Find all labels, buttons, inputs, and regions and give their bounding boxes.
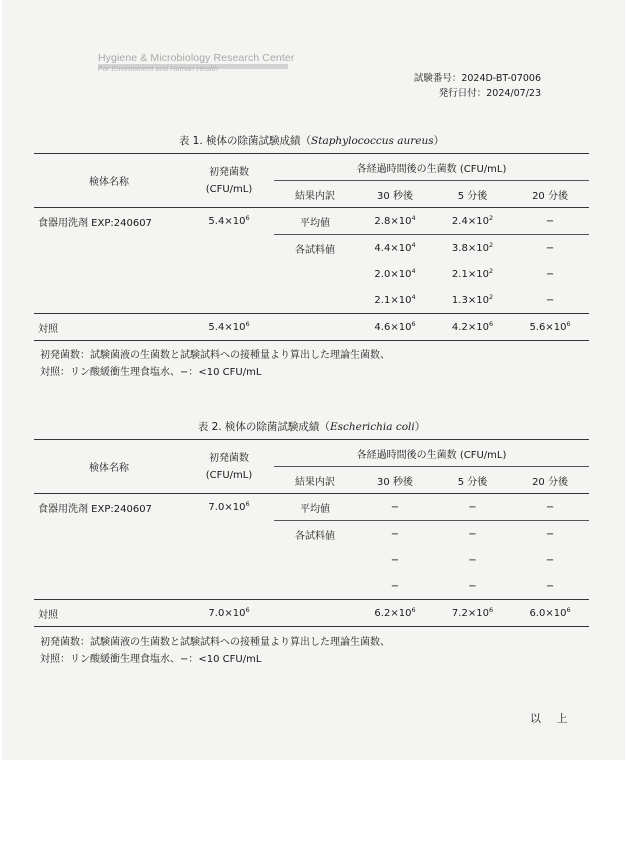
value-30s: − (390, 501, 400, 513)
control-label: 対照 (38, 323, 58, 335)
value-20min: − (511, 521, 589, 548)
table-1-caption: 表 1. 検体の除菌試験成績（Staphylococcus aureus） (178, 135, 445, 147)
row-label (274, 573, 356, 600)
value-30s: $2.8\times 10^4$ (374, 213, 416, 227)
value-5min: − (468, 501, 477, 513)
control-5min: $4.2\times 10^6$ (451, 319, 494, 333)
value-5min: $2.4\times 10^2$ (451, 213, 494, 227)
table-row (34, 494, 589, 521)
initial-count: $7.0\times 10^6$ (208, 499, 250, 513)
org-logo (98, 52, 294, 73)
table-row (34, 547, 589, 573)
col-5min: 5 分後 (457, 476, 488, 488)
value-30s: $2.1\times 10^4$ (374, 292, 416, 306)
col-30s: 30 秒後 (377, 476, 413, 488)
results-table-2 (34, 439, 589, 627)
col-breakdown: 結果内訳 (295, 476, 335, 488)
control-30s: $6.2\times 10^6$ (374, 605, 416, 619)
col-breakdown: 結果内訳 (295, 190, 335, 202)
control-20min: $6.0\times 10^6$ (529, 605, 571, 619)
col-group-elapsed: 各経過時間後の生菌数 (CFU/mL) (274, 440, 589, 467)
value-20min: − (545, 580, 555, 592)
initial-count: $5.4\times 10^6$ (208, 213, 250, 227)
report-sheet (2, 0, 625, 760)
species-name: Escherichia coli (329, 421, 415, 433)
value-30s: − (390, 554, 400, 566)
row-label (274, 547, 356, 573)
org-name: Hygiene & Microbiology Research Center (98, 52, 295, 64)
control-20min: $5.6\times 10^6$ (529, 319, 571, 333)
value-20min: − (545, 268, 555, 280)
table-header-row (34, 154, 589, 181)
report-reference (414, 71, 541, 101)
control-row (34, 314, 589, 341)
value-30s: $4.4\times 10^4$ (356, 235, 434, 262)
col-initial-count: 初発菌数 (CFU/mL) (184, 440, 274, 494)
col-initial-count: 初発菌数 (CFU/mL) (184, 154, 274, 208)
col-20min: 20 分後 (532, 190, 568, 202)
table-header-row (34, 440, 589, 467)
note-initial-count: 初発菌数：試験菌液の生菌数と試験試料への接種量より算出した理論生菌数、 (40, 637, 390, 648)
control-initial: $7.0\times 10^6$ (208, 605, 250, 619)
value-30s: − (356, 521, 434, 548)
row-label: 平均値 (300, 503, 330, 515)
table-row (34, 208, 589, 235)
value-20min: − (545, 294, 555, 306)
table-row (34, 235, 589, 262)
value-20min: − (545, 501, 555, 513)
table-row (34, 261, 589, 287)
value-20min: − (511, 235, 589, 262)
col-20min: 20 分後 (532, 476, 568, 488)
control-5min: $7.2\times 10^6$ (451, 605, 494, 619)
value-5min: $3.8\times 10^2$ (434, 235, 511, 262)
col-sample-name: 検体名称 (34, 440, 184, 494)
value-20min: − (545, 215, 555, 227)
sample-name: 食器用洗剤 EXP:240607 (38, 217, 152, 229)
row-label: 平均値 (300, 217, 330, 229)
col-group-elapsed: 各経過時間後の生菌数 (CFU/mL) (274, 154, 589, 181)
note-control: 対照：リン酸緩衝生理食塩水、−：<10 CFU/mL (40, 367, 262, 378)
value-30s: $2.0\times 10^4$ (374, 266, 416, 280)
value-5min: − (468, 580, 477, 592)
control-30s: $4.6\times 10^6$ (374, 319, 416, 333)
table-row (34, 573, 589, 600)
sample-name: 食器用洗剤 EXP:240607 (38, 503, 152, 515)
issue-date: 発行日付：2024/07/23 (438, 88, 541, 99)
test-number: 試験番号：2024D-BT-07006 (413, 73, 541, 84)
value-5min: − (468, 554, 477, 566)
value-20min: − (545, 554, 555, 566)
row-label: 各試料値 (274, 235, 356, 262)
row-label (274, 261, 356, 287)
table-row (34, 287, 589, 314)
table-2-notes (40, 634, 390, 668)
col-5min: 5 分後 (457, 190, 488, 202)
note-control: 対照：リン酸緩衝生理食塩水、−：<10 CFU/mL (40, 654, 262, 665)
closing-mark: 以 上 (530, 712, 574, 725)
row-label: 各試料値 (274, 521, 356, 548)
species-name: Staphylococcus aureus (311, 135, 434, 147)
table-1-notes (40, 347, 390, 381)
table-row (34, 521, 589, 548)
note-initial-count: 初発菌数：試験菌液の生菌数と試験試料への接種量より算出した理論生菌数、 (40, 350, 390, 361)
row-label (274, 287, 356, 314)
col-sample-name: 検体名称 (34, 154, 184, 208)
org-tagline: For Environment and Human Health (98, 64, 219, 73)
control-label: 対照 (38, 609, 58, 621)
value-5min: $2.1\times 10^2$ (451, 266, 494, 280)
table-2-caption: 表 2. 検体の除菌試験成績（Escherichia coli） (197, 421, 426, 433)
results-table-1 (34, 153, 589, 341)
value-30s: − (390, 580, 400, 592)
value-5min: $1.3\times 10^2$ (451, 292, 494, 306)
control-initial: $5.4\times 10^6$ (208, 319, 250, 333)
value-5min: − (434, 521, 511, 548)
col-30s: 30 秒後 (377, 190, 413, 202)
control-row (34, 600, 589, 627)
